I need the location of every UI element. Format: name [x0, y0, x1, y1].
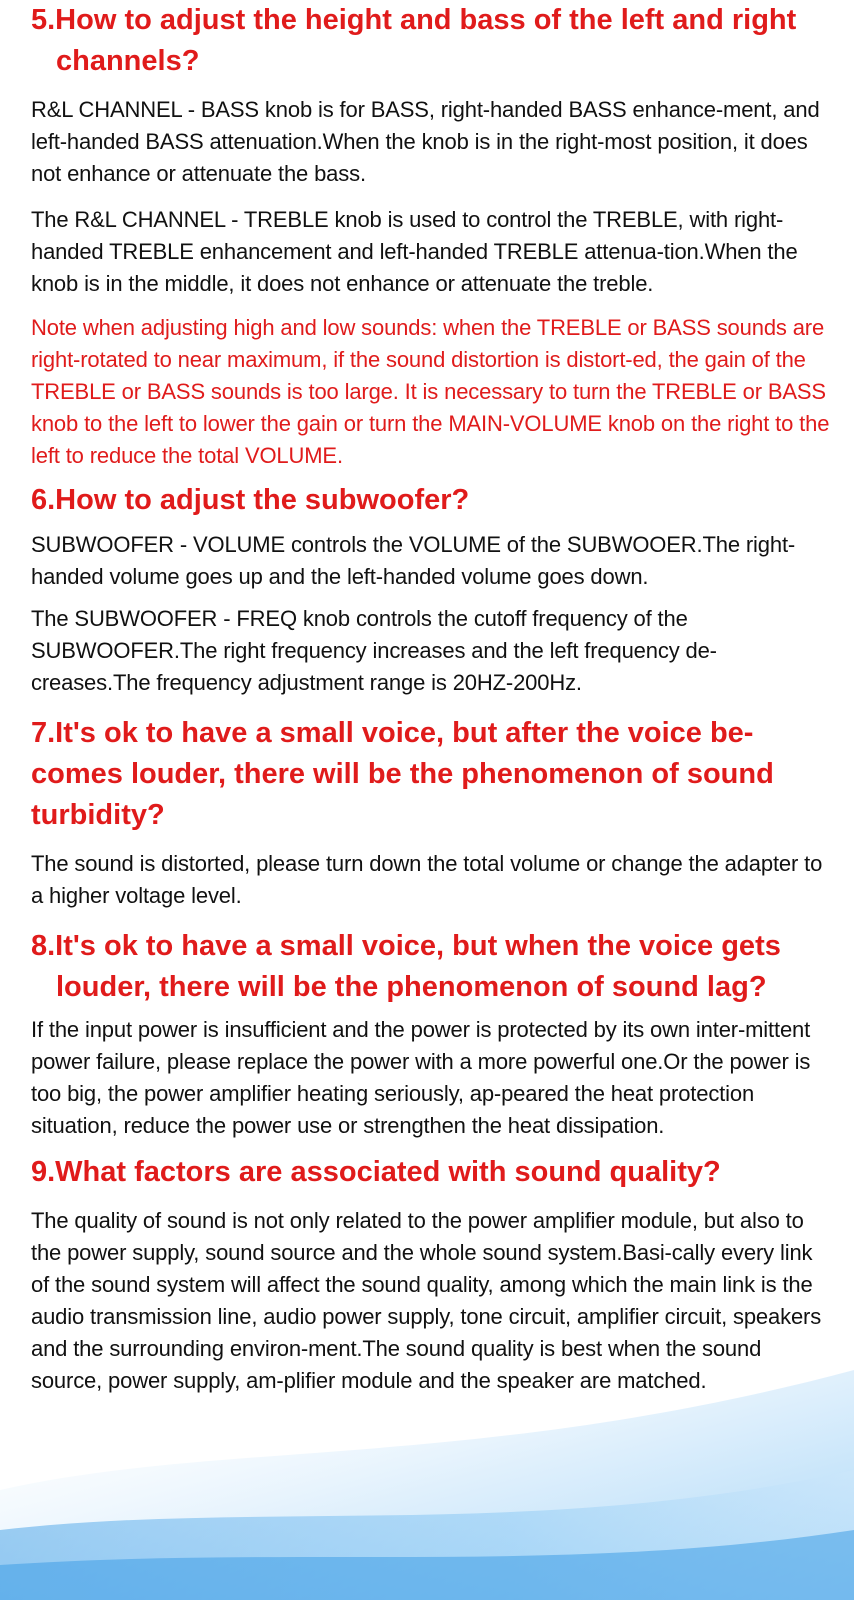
section-8-heading: 8.It's ok to have a small voice, but when the voice gets louder, there will be the phenomenon of sound lag? [31, 930, 781, 1003]
section-6-freq-paragraph: The SUBWOOFER - FREQ knob controls the cutoff frequency of the SUBWOOFER.The right frequency increases and the left frequency de-creases.The frequency adjustment range is 20HZ-200Hz. [31, 606, 717, 695]
section-8-answer-paragraph: If the input power is insufficient and the power is protected by its own inter-mittent power failure, please replace the power with a more powerful one.Or the power is too big, the power amplifier heating seriously, ap-peared the heat protection situation, reduce the power use or strengthen the heat dissipation. [31, 1017, 811, 1138]
faq-section-5 [31, 0, 830, 472]
section-5-heading: 5.How to adjust the height and bass of the left and right channels? [31, 4, 797, 77]
faq-section-8 [31, 926, 830, 1142]
faq-section-7 [31, 713, 830, 912]
section-5-note-paragraph: Note when adjusting high and low sounds: when the TREBLE or BASS sounds are right-rotated to near maximum, if the sound distortion is distort-ed, the gain of the TREBLE or BASS sounds is too large. It is necessary to turn the TREBLE or BASS knob to the left to lower the gain or turn the MAIN-VOLUME knob on the right to the left to reduce the total VOLUME. [31, 315, 830, 468]
section-7-answer-paragraph: The sound is distorted, please turn down the total volume or change the adapter to a higher voltage level. [31, 851, 823, 908]
faq-section-6 [31, 480, 830, 699]
section-9-heading: 9.What factors are associated with sound quality? [31, 1156, 721, 1188]
section-9-answer-paragraph: The quality of sound is not only related to the power amplifier module, but also to the power supply, sound source and the whole sound system.Basi-cally every link of the sound system will affect the sound quality, among which the main link is the audio transmission line, audio power supply, tone circuit, amplifier circuit, speakers and the surrounding environ-ment.The sound quality is best when the sound source, power supply, am-plifier module and the speaker are matched. [31, 1208, 822, 1393]
section-7-heading: 7.It's ok to have a small voice, but after the voice be-comes louder, there will be the phenomenon of sound turbidity? [31, 717, 774, 831]
section-5-bass-paragraph: R&L CHANNEL - BASS knob is for BASS, right-handed BASS enhance-ment, and left-handed BASS attenuation.When the knob is in the right-most position, it does not enhance or attenuate the bass. [31, 97, 820, 186]
section-6-volume-paragraph: SUBWOOFER - VOLUME controls the VOLUME of the SUBWOOER.The right-handed volume goes up and the left-handed volume goes down. [31, 532, 796, 589]
section-6-heading: 6.How to adjust the subwoofer? [31, 484, 470, 516]
faq-section-9 [31, 1152, 830, 1397]
section-5-treble-paragraph: The R&L CHANNEL - TREBLE knob is used to control the TREBLE, with right-handed TREBLE enhancement and left-handed TREBLE attenua-tion.When the knob is in the middle, it does not enhance or attenuate the treble. [31, 207, 798, 296]
